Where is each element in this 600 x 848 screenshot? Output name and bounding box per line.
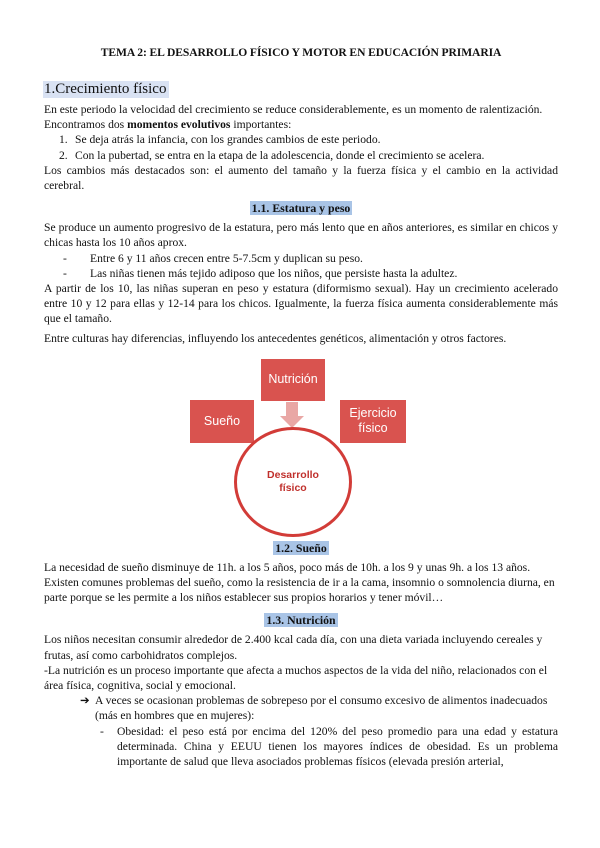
heading-sueno: 1.2. Sueño	[275, 540, 327, 555]
list-number: 1.	[59, 133, 68, 147]
dash-marker: -	[63, 251, 67, 265]
list-text: Las niñas tienen más tejido adiposo que los niños, que persiste hasta la adultez.	[90, 266, 458, 280]
nutricion-label: Nutrición	[268, 372, 318, 387]
list-text: Entre 6 y 11 años crecen entre 5-7.5cm y duplican su peso.	[90, 251, 363, 265]
desarrollo-circle	[234, 427, 352, 537]
paragraph	[44, 117, 558, 132]
section-nutricion	[44, 611, 558, 769]
text: importantes:	[230, 118, 292, 132]
list-text: Con la pubertad, se entra en la etapa de la adolescencia, donde el crecimiento se acelera.	[75, 148, 485, 162]
document-page	[44, 46, 558, 769]
sueno-label: Sueño	[203, 413, 241, 428]
page-title: TEMA 2: EL DESARROLLO FÍSICO Y MOTOR EN EDUCACIÓN PRIMARIA	[100, 46, 502, 59]
list-item	[44, 251, 558, 266]
heading-nutricion: 1.3. Nutrición	[266, 613, 336, 628]
arrow-list	[44, 693, 558, 723]
paragraph: Los niños necesitan consumir alrededor de 2.400 kcal cada día, con una dieta variada incluyendo cereales y frutas, así como carbohidratos complejos.	[44, 633, 543, 662]
paragraph: Los cambios más destacados son: el aumento del tamaño y la fuerza física y el cambio en la actividad cerebral.	[44, 163, 558, 193]
paragraph: Se produce un aumento progresivo de la estatura, pero más lento que en años anteriores, es similar en chicos y chicas hasta los 10 años aprox.	[44, 221, 558, 250]
section-crecimiento	[44, 80, 558, 193]
bold-text: momentos evolutivos	[127, 118, 231, 132]
arrow-bullet-icon: ➔	[80, 694, 90, 708]
list-text: Se deja atrás la infancia, con los grandes cambios de este periodo.	[75, 133, 381, 147]
heading-crecimiento-fisico: 1.Crecimiento físico	[43, 81, 169, 98]
paragraph: La necesidad de sueño disminuye de 11h. a los 5 años, poco más de 10h. a los 9 y unas 9h. a los 13 años. Existen comunes problemas del sueño, como la resistencia de ir a la cama, insomnio o somnolencia diurna, en parte porque se les permite a los niños establecer sus propios horarios y tener móvil…	[44, 560, 555, 605]
list-text: A veces se ocasionan problemas de sobrepeso por el consumo excesivo de alimentos inadecuados (más en hombres que en mujeres):	[95, 694, 548, 723]
list-item	[44, 693, 558, 723]
heading-estatura-peso: 1.1. Estatura y peso	[251, 201, 351, 216]
list-number: 2.	[59, 148, 68, 162]
dash-list	[44, 251, 558, 281]
list-text: Obesidad: el peso está por encima del 120% del peso promedio para una edad y estatura determinada. China y EEUU tienen los mayores índices de obesidad. Es un problema importante de salud que lleva asociados problemas físicos (elevada presión arterial,	[117, 724, 558, 769]
dash-marker: -	[100, 724, 104, 738]
sueno-box	[190, 400, 254, 443]
list-item	[44, 148, 558, 163]
center-label-line2: físico	[279, 481, 307, 494]
numbered-list	[44, 132, 558, 162]
section-estatura-peso	[44, 199, 558, 346]
arrow-down	[280, 402, 304, 428]
dash-marker: -	[63, 266, 67, 280]
ejercicio-label-line2: físico	[358, 421, 388, 436]
section-sueno	[44, 539, 558, 606]
paragraph: Entre culturas hay diferencias, influyendo los antecedentes genéticos, alimentación y otros factores.	[44, 331, 507, 345]
nutricion-box	[261, 359, 325, 401]
paragraph: En este periodo la velocidad del crecimiento se reduce considerablemente, es un momento de ralentización.	[44, 103, 543, 116]
center-label-line1: Desarrollo	[267, 468, 319, 481]
list-item	[44, 724, 558, 770]
ejercicio-label-line1: Ejercicio	[349, 406, 397, 421]
list-item	[44, 266, 558, 281]
text: Encontramos dos	[44, 118, 128, 132]
paragraph: -La nutrición es un proceso importante que afecta a muchos aspectos de la vida del niño, relacionados con el área física, cognitiva, social y emocional.	[44, 663, 548, 693]
dash-sublist	[44, 724, 558, 770]
ejercicio-box	[340, 400, 406, 443]
list-item	[44, 132, 558, 147]
desarrollo-fisico-diagram	[44, 350, 558, 536]
paragraph: A partir de los 10, las niñas superan en peso y estatura (diformismo sexual). Hay un crecimiento acelerado entre 10 y 12 para ellas y 12-14 para los chicos. Igualmente, la fuerza física aumenta considerablemente más que el tamaño.	[44, 282, 558, 326]
